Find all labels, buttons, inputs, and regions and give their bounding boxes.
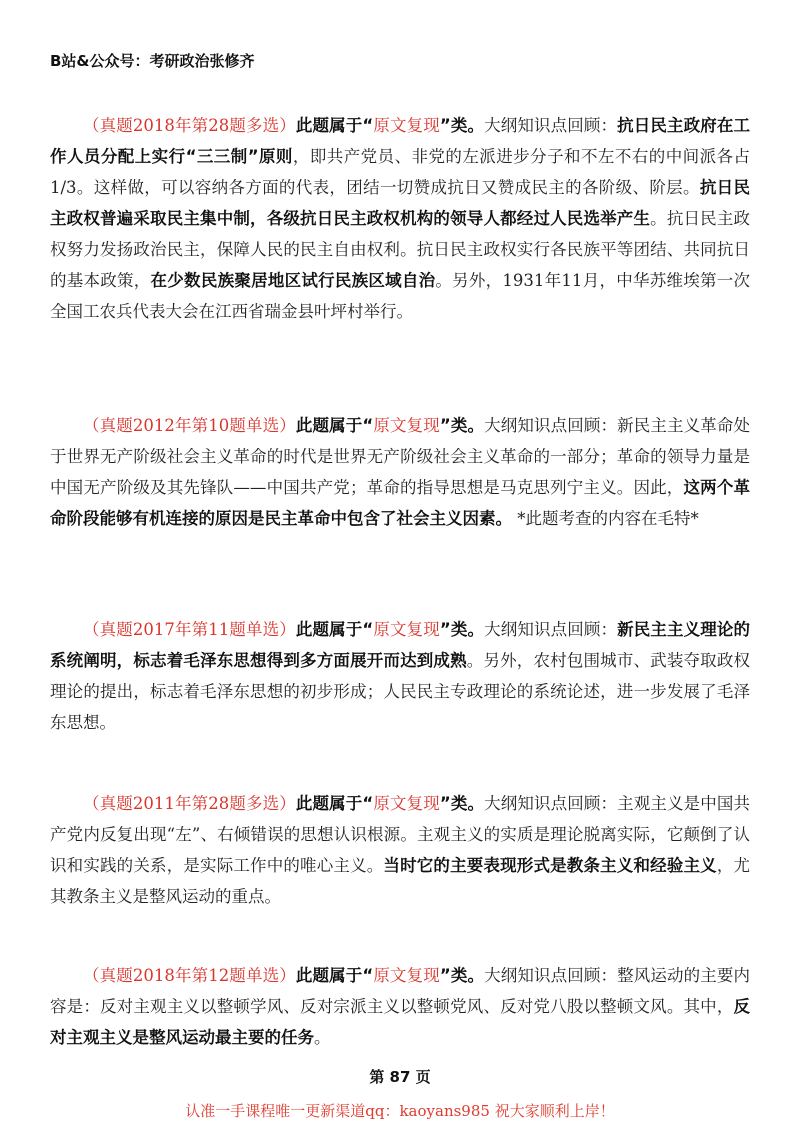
entry-paragraph: [50, 614, 750, 738]
key-point-text: 在少数民族聚居地区试行民族区域自治: [150, 271, 436, 290]
body-text: 。抗日民主政权努力发扬政治民主，保障人民的民主自由权利。抗日民主政权实行各民族平等团结、共同抗日的基本政策，: [50, 209, 751, 290]
question-source-tag: （真题2011年第28题多选）: [83, 794, 296, 813]
body-text: *此题考查的内容在毛特*: [512, 509, 699, 528]
key-point-text: 抗日民主政府在工作人员分配上实行“三三制”原则: [50, 116, 751, 166]
category-suffix: ”类。: [439, 966, 485, 985]
category-prefix: 此题属于“: [295, 116, 374, 135]
key-point-text: 反对主观主义是整风运动最主要的任务: [50, 997, 750, 1047]
key-point-text: 当时它的主要表现形式是教条主义和经验主义: [383, 856, 717, 875]
entry-paragraph: [50, 110, 750, 327]
page-header: B站&公众号：考研政治张修齐: [50, 52, 255, 70]
body-text: 主观主义是中国共产党内反复出现“左”、右倾错误的思想认识根源。主观主义的实质是理论脱离实际，它颠倒了认识和实践的关系，是实际工作中的唯心主义。: [50, 794, 751, 875]
body-text: ，即共产党员、非党的左派进步分子和不左不右的中间派各占1/3。这样做，可以容纳各方面的代表，团结一切赞成抗日又赞成民主的各阶级、阶层。: [50, 147, 750, 197]
category-prefix: 此题属于“: [295, 416, 374, 435]
category-suffix: ”类。: [439, 116, 485, 135]
body-text: 。另外，农村包围城市、武装夺取政权理论的提出，标志着毛泽东思想的初步形成；人民民主专政理论的系统论述，进一步发展了毛泽东思想。: [50, 651, 751, 732]
entry-paragraph: [50, 410, 750, 534]
body-text: 整风运动的主要内容是：反对主观主义以整顿学风、反对宗派主义以整顿党风、反对党八股以整顿文风。其中，: [50, 966, 751, 1016]
category-label: 原文复现: [373, 966, 440, 985]
body-text: 。另外，1931年11月，中华苏维埃第一次全国工农兵代表大会在江西省瑞金县叶坪村举行。: [50, 271, 750, 321]
category-suffix: ”类。: [439, 416, 485, 435]
review-label: 大纲知识点回顾：: [484, 966, 618, 985]
question-source-tag: （真题2012年第10题单选）: [83, 416, 296, 435]
category-label: 原文复现: [373, 116, 440, 135]
category-suffix: ”类。: [439, 620, 485, 639]
review-label: 大纲知识点回顾：: [484, 416, 618, 435]
review-label: 大纲知识点回顾：: [484, 116, 618, 135]
review-label: 大纲知识点回顾：: [484, 794, 618, 813]
body-text: ，尤其教条主义是整风运动的重点。: [50, 856, 751, 906]
category-prefix: 此题属于“: [295, 620, 374, 639]
body-text: 。: [314, 1028, 331, 1047]
page-number: 第 87 页: [369, 1068, 431, 1086]
category-label: 原文复现: [373, 620, 440, 639]
category-label: 原文复现: [373, 794, 440, 813]
footer-ad-text: 认准一手课程唯一更新渠道qq：kaoyans985 祝大家顺利上岸！: [185, 1102, 615, 1120]
question-source-tag: （真题2018年第12题单选）: [83, 966, 296, 985]
question-source-tag: （真题2018年第28题多选）: [83, 116, 296, 135]
category-label: 原文复现: [373, 416, 440, 435]
key-point-text: 抗日民主政权普遍采取民主集中制，各级抗日民主政权机构的领导人都经过人民选举产生: [50, 178, 750, 228]
review-label: 大纲知识点回顾：: [484, 620, 618, 639]
category-prefix: 此题属于“: [295, 966, 374, 985]
entry-paragraph: [50, 788, 750, 912]
entry-paragraph: [50, 960, 750, 1053]
category-prefix: 此题属于“: [295, 794, 374, 813]
body-text: 新民主主义革命处于世界无产阶级社会主义革命的时代是世界无产阶级社会主义革命的一部分；革命的领导力量是中国无产阶级及其先锋队——中国共产党；革命的指导思想是马克思列宁主义。因此，: [50, 416, 751, 497]
category-suffix: ”类。: [439, 794, 485, 813]
question-source-tag: （真题2017年第11题单选）: [83, 620, 296, 639]
key-point-text: 新民主主义理论的系统阐明，标志着毛泽东思想得到多方面展开而达到成熟: [50, 620, 751, 670]
key-point-text: 这两个革命阶段能够有机连接的原因是民主革命中包含了社会主义因素。: [50, 478, 751, 528]
